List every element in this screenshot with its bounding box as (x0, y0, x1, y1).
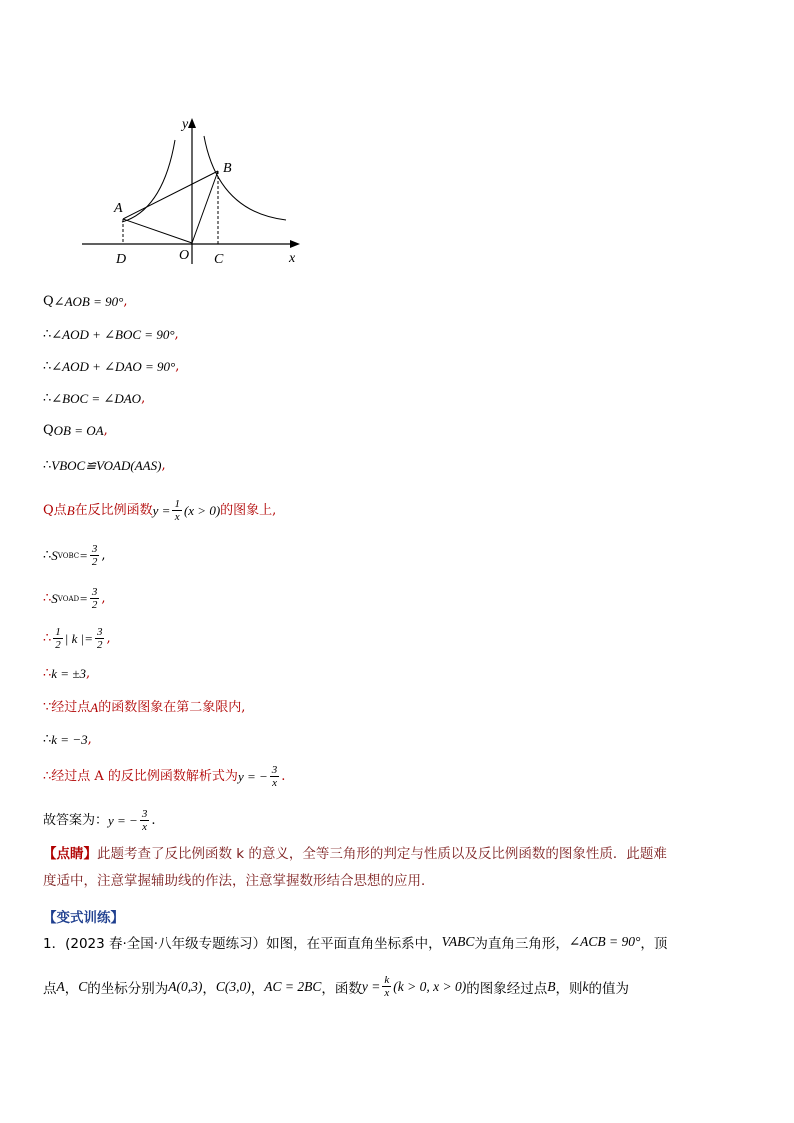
answer-line (43, 808, 155, 833)
step-prefix: ∴ (43, 547, 52, 563)
step-prefix: Q (43, 423, 54, 438)
step-expr: ∠AOB = 90° (53, 294, 124, 309)
step-prefix: ∴ (43, 630, 52, 646)
fraction-num: 1 (174, 498, 180, 510)
fraction-num: 1 (55, 626, 61, 638)
y-axis-arrow (188, 118, 196, 128)
step-end: , (101, 590, 106, 606)
area-subscript: VOBC (57, 551, 80, 560)
step-8 (43, 543, 106, 568)
step-3 (43, 357, 179, 377)
problem-var: B (547, 978, 556, 994)
equals: = (79, 590, 88, 606)
problem-angle: ∠ACB = 90° (568, 934, 641, 949)
problem-line-2 (43, 974, 755, 999)
step-lhs: y = − (237, 768, 268, 784)
fraction (172, 498, 182, 523)
abs-k: | k |= (64, 630, 93, 646)
step-var: B (66, 502, 75, 518)
step-text: 的图象上, (220, 502, 277, 518)
fraction-num: 3 (91, 543, 98, 555)
hyperbola-left-branch (122, 140, 175, 222)
section-title: 【变式训练】 (43, 910, 124, 926)
fraction-den: 2 (96, 639, 103, 651)
problem-text: ，顶 (640, 936, 668, 952)
fraction-den: x (174, 511, 180, 523)
step-text: 的函数图象在第二象限内, (98, 700, 246, 715)
step-9 (43, 586, 106, 611)
comment-line-2 (43, 868, 755, 895)
step-end: , (175, 359, 180, 374)
problem-func: y = (361, 978, 381, 994)
step-10 (43, 626, 111, 651)
problem-text: 1．(2023 春·全国·八年级专题练习）如图，在平面直角坐标系中， (43, 936, 442, 952)
step-expr: ∠AOD + ∠DAO = 90° (51, 359, 176, 374)
equals: = (79, 547, 88, 563)
step-func: y = (152, 502, 171, 518)
step-prefix: ∴ (43, 590, 52, 606)
fraction-num: 3 (91, 586, 98, 598)
problem-triangle: VABC (441, 934, 475, 949)
problem-cond: (k > 0, x > 0) (393, 978, 467, 994)
step-prefix: ∴ (43, 391, 52, 406)
problem-text: 为直角三角形， (474, 936, 569, 952)
step-2 (43, 325, 179, 345)
comment-block (43, 841, 755, 895)
step-end: , (106, 630, 111, 646)
step-expr: ∠AOD + ∠BOC = 90° (51, 327, 175, 342)
step-end: . (151, 812, 156, 828)
problem-line-1 (43, 932, 755, 952)
area-symbol: S (51, 547, 58, 563)
step-12 (43, 698, 245, 718)
step-end: , (87, 732, 92, 747)
step-prefix: ∴ (43, 458, 52, 473)
answer-label: 故答案为： (43, 812, 109, 828)
fraction-den: x (272, 777, 277, 789)
step-prefix: ∴ (43, 732, 52, 747)
step-end: , (85, 666, 91, 681)
step-end: , (103, 423, 108, 438)
comment-text: 此题考查了反比例函数 k 的意义，全等三角形的判定与性质以及反比例函数的图象性质．此题难 (97, 846, 667, 862)
fraction-den: 2 (91, 599, 98, 611)
step-end: , (141, 391, 146, 406)
step-prefix: Q (43, 502, 54, 518)
step-text: 点 (53, 502, 67, 518)
step-cond: (x > 0) (183, 502, 221, 518)
step-prefix: ∴ (43, 666, 52, 681)
problem-text: ， (250, 980, 265, 997)
fraction-den: x (142, 821, 148, 833)
fraction (270, 764, 280, 789)
fraction-num: 3 (96, 626, 103, 638)
x-axis-arrow (290, 240, 300, 248)
area-subscript: VOAD (57, 594, 80, 603)
step-end: , (174, 327, 179, 342)
problem-var: A (56, 978, 65, 994)
problem-text: 点 (43, 980, 57, 997)
step-1 (43, 292, 127, 312)
step-13 (43, 730, 92, 750)
fraction-num: 3 (141, 808, 148, 820)
step-14 (43, 764, 285, 789)
fraction (90, 586, 100, 611)
problem-text: 的图象经过点 (466, 980, 548, 997)
figure-svg (78, 112, 310, 270)
comment-tag: 【点睛】 (43, 846, 97, 862)
step-5 (43, 421, 108, 441)
comment-text: 度适中，注意掌握辅助线的作法，注意掌握数形结合思想的应用． (43, 873, 435, 889)
step-prefix: Q (43, 294, 54, 309)
fraction-num: k (384, 974, 390, 986)
comment-line-1 (43, 841, 755, 868)
fraction (140, 808, 150, 833)
problem-text: ，函数 (321, 980, 362, 997)
problem-point: A(0,3) (168, 978, 203, 994)
problem-var: C (78, 978, 88, 994)
step-4 (43, 389, 145, 409)
step-6 (43, 456, 166, 476)
fraction-den: 2 (91, 556, 98, 568)
fraction-den: 2 (55, 639, 61, 651)
fraction (90, 543, 100, 568)
step-lhs: y = − (108, 812, 138, 828)
step-prefix: ∴ (43, 327, 52, 342)
step-text: 经过点 A 的反比例函数解析式为 (51, 768, 238, 784)
label-A: A (114, 201, 123, 216)
fraction (382, 974, 391, 999)
step-prefix: ∴ (43, 768, 52, 784)
problem-text: ， (64, 980, 79, 997)
step-var: A (90, 700, 99, 715)
step-end: . (281, 768, 286, 784)
problem-relation: AC = 2BC (264, 978, 322, 994)
label-B: B (223, 161, 232, 176)
step-expr: VBOC≌VOAD (51, 458, 131, 473)
problem-text: ，则 (555, 980, 583, 997)
step-expr: ∠BOC = ∠DAO (51, 391, 142, 406)
step-7 (43, 498, 276, 523)
problem-point: C(3,0) (215, 978, 251, 994)
step-11 (43, 664, 90, 684)
label-y: y (182, 117, 189, 132)
step-expr: k = −3 (51, 732, 88, 747)
label-D: D (116, 252, 127, 267)
step-end: , (161, 458, 166, 473)
label-x: x (289, 251, 296, 266)
step-end: , (101, 547, 106, 563)
hyperbola-right-branch (204, 136, 286, 220)
step-text: 在反比例函数 (74, 502, 153, 518)
step-expr: OB = OA (53, 423, 104, 438)
problem-text: 的值为 (588, 980, 629, 997)
step-text: 经过点 (51, 700, 91, 715)
problem-var: k (582, 978, 589, 994)
label-C: C (214, 252, 224, 267)
fraction-num: 3 (271, 764, 278, 776)
step-prefix: ∵ (43, 700, 52, 715)
step-paren: (AAS) (130, 458, 162, 473)
coordinate-figure (78, 112, 310, 270)
fraction (53, 626, 63, 651)
step-end: , (123, 294, 128, 309)
problem-text: 的坐标分别为 (87, 980, 169, 997)
label-O: O (179, 248, 190, 263)
area-symbol: S (51, 590, 58, 606)
step-expr: k = ±3 (51, 666, 86, 681)
segment-AO (123, 219, 192, 243)
fraction-den: x (384, 987, 390, 999)
problem-text: ， (202, 980, 216, 997)
fraction (95, 626, 105, 651)
step-prefix: ∴ (43, 359, 52, 374)
